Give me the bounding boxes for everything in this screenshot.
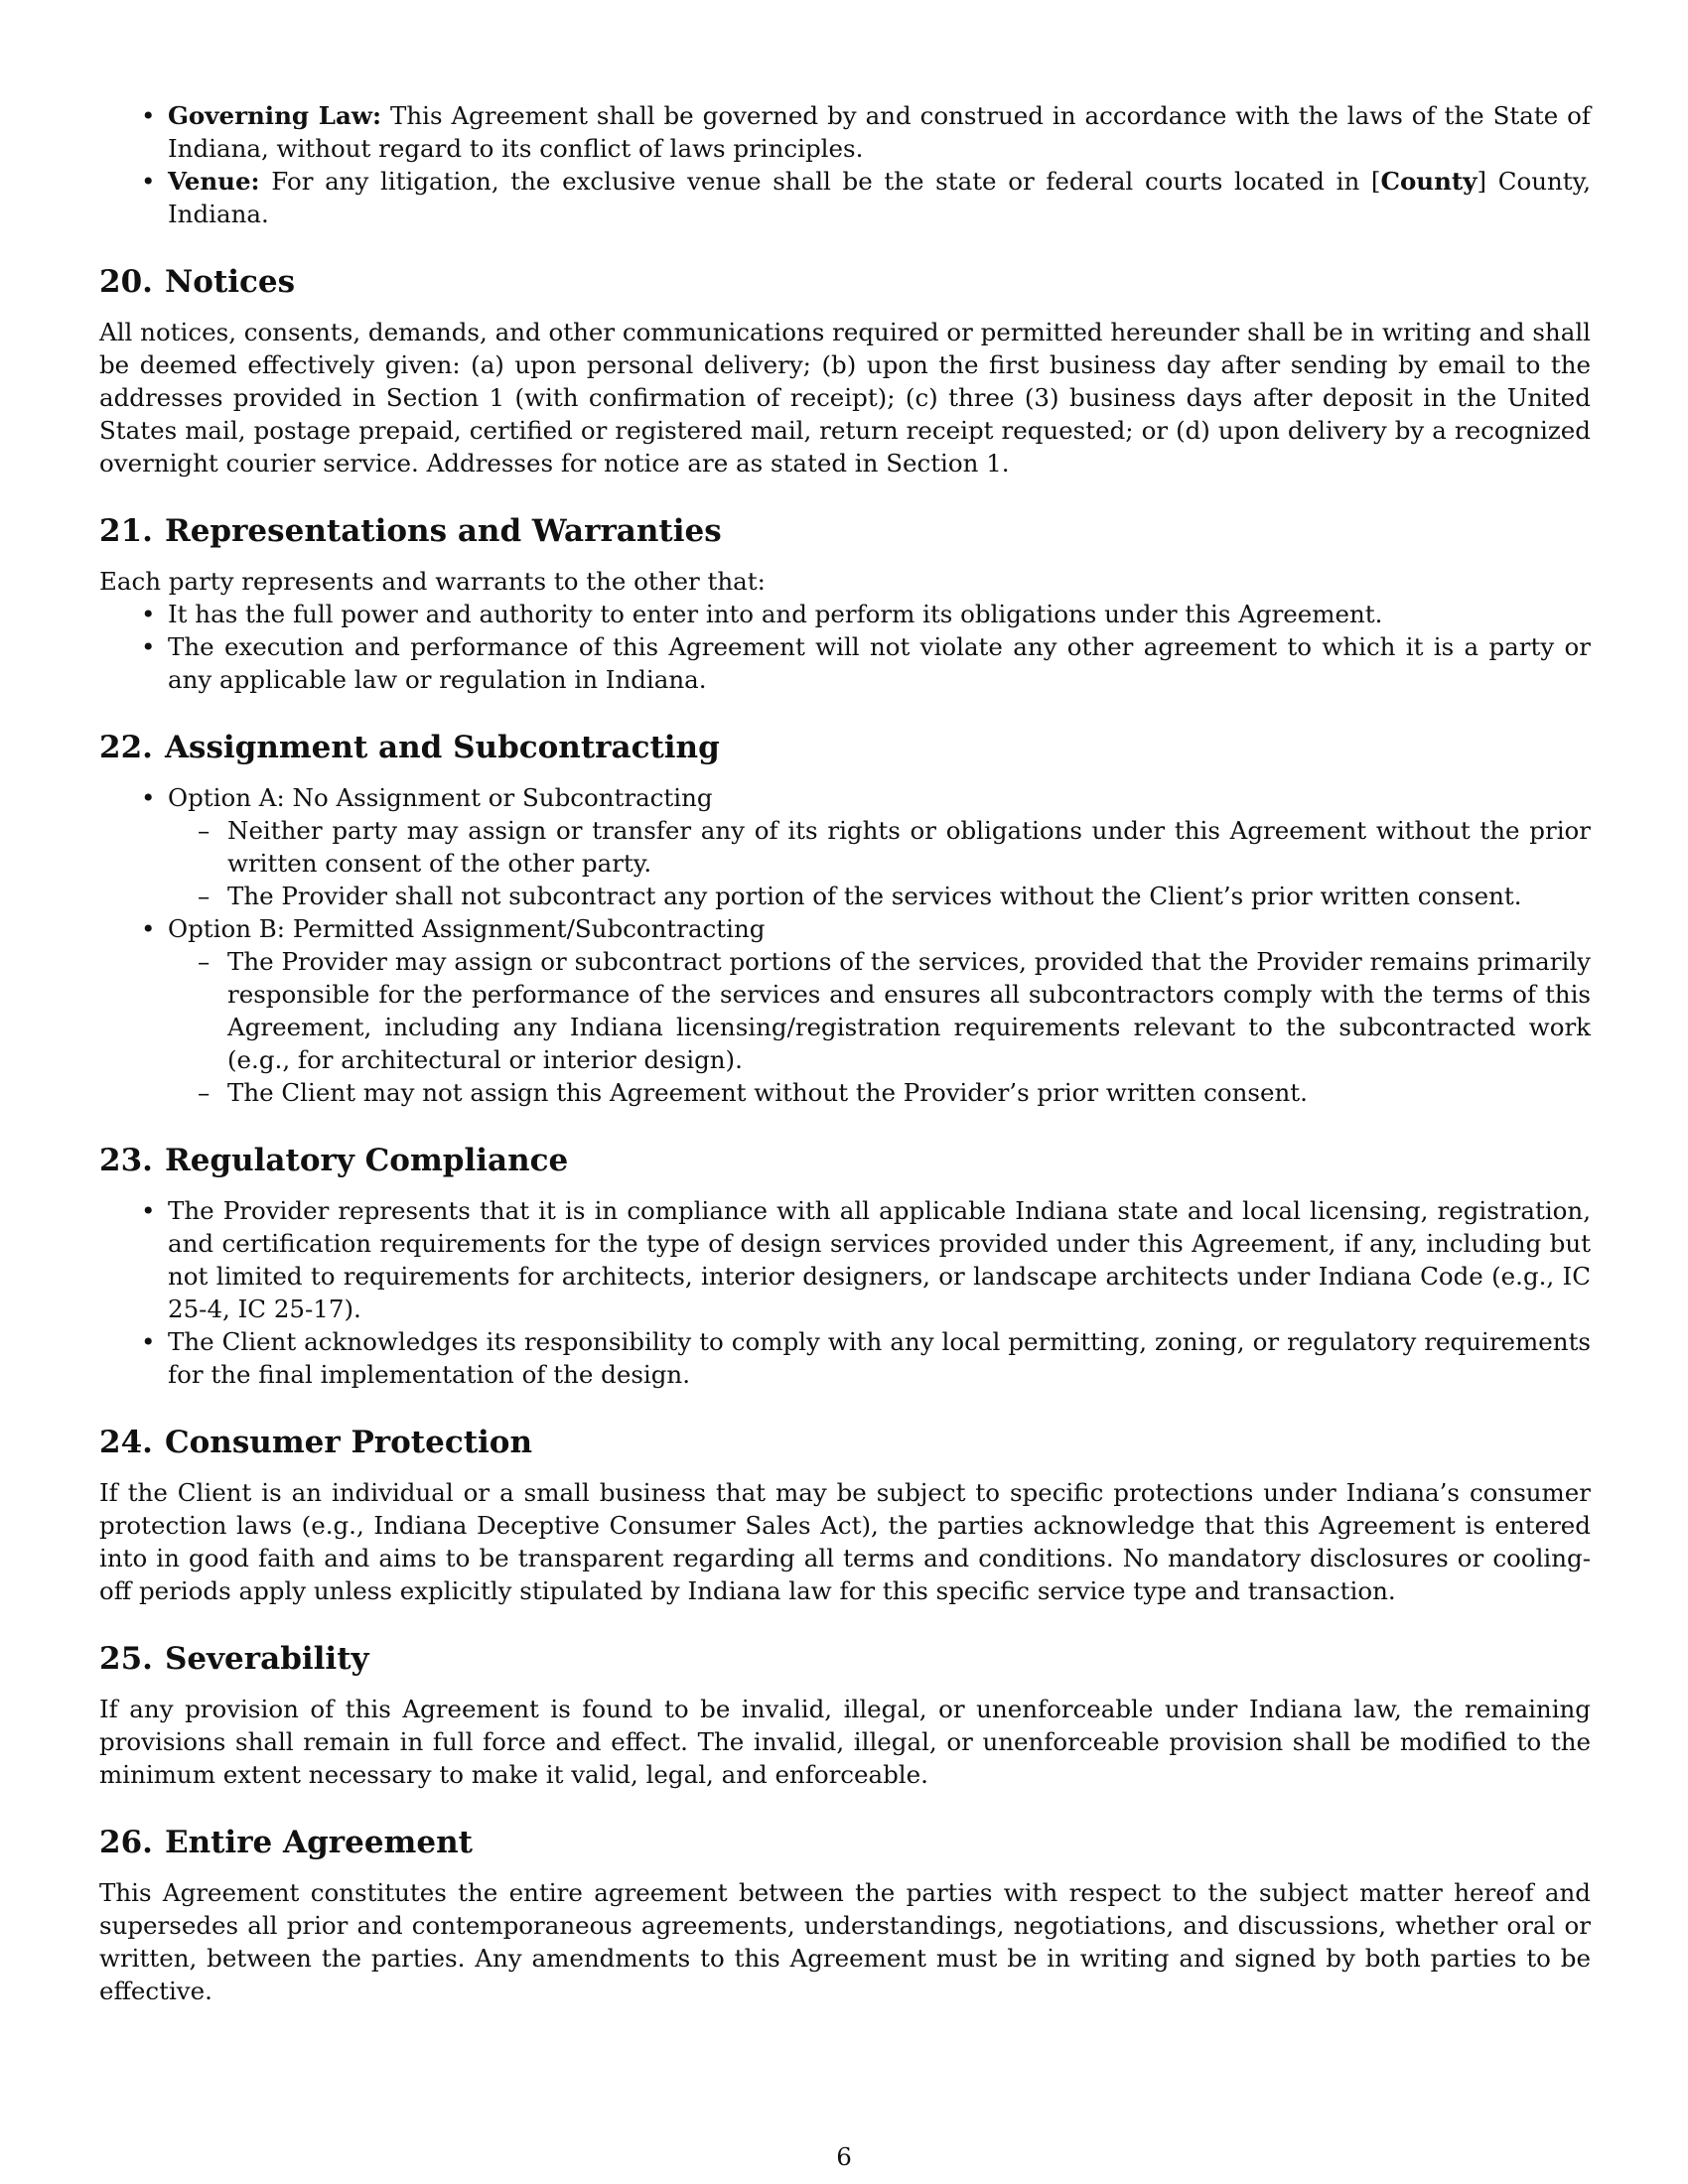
- option-a-sublist: [168, 814, 1591, 912]
- list-item: • The Provider represents that it is in compliance with all applicable Indiana state and local licensing, registration, and certification requirements for the type of design services provided under this Agreement, if any, including but not limited to requirements for architects, interior designers, or landscape architects under Indiana Code (e.g., IC 25-4, IC 25-17).: [99, 1194, 1591, 1325]
- section-title: Notices: [164, 264, 296, 300]
- county-placeholder: County: [1380, 167, 1477, 196]
- section-title: Entire Agreement: [164, 1825, 473, 1860]
- section-body: This Agreement constitutes the entire agreement between the parties with respect to the subject matter hereof and supersedes all prior and contemporaneous agreements, understandings, negotiations, and discussions, whether oral or written, between the parties. Any amendments to this Agreement must be in writing and signed by both parties to be effective.: [99, 1878, 1591, 2005]
- section-notices: [99, 262, 1591, 479]
- section-title: Consumer Protection: [164, 1425, 533, 1460]
- section-heading: [99, 1639, 1591, 1679]
- venue-text-after: ] County, Indiana.: [168, 167, 1592, 228]
- section-title: Representations and Warranties: [164, 513, 722, 549]
- list-item: • The execution and performance of this Agreement will not violate any other agreement to which it is a party or any applicable law or regulation in Indiana.: [99, 630, 1591, 696]
- sub-list-item: – The Client may not assign this Agreement without the Provider’s prior written consent.: [168, 1076, 1591, 1109]
- regulatory-list: [99, 1194, 1591, 1391]
- section-severability: [99, 1639, 1591, 1791]
- document-page: [99, 99, 1591, 2007]
- sub-list-item: – Neither party may assign or transfer any of its rights or obligations under this Agreement without the prior written consent of the other party.: [168, 814, 1591, 880]
- section-number: 22.: [99, 730, 153, 765]
- section-title: Assignment and Subcontracting: [164, 730, 720, 765]
- section-number: 25.: [99, 1641, 153, 1677]
- section-number: 20.: [99, 264, 153, 300]
- option-a-label: Option A: No Assignment or Subcontracting: [168, 783, 713, 812]
- venue-text-before: For any litigation, the exclusive venue shall be the state or federal courts located in [: [259, 167, 1381, 196]
- section-heading: [99, 1423, 1591, 1462]
- section-heading: [99, 511, 1591, 551]
- representations-list: [99, 598, 1591, 696]
- option-b-label: Option B: Permitted Assignment/Subcontracting: [168, 914, 766, 943]
- section-number: 24.: [99, 1425, 153, 1460]
- section-heading: [99, 728, 1591, 767]
- section-body: If any provision of this Agreement is found to be invalid, illegal, or unenforceable under Indiana law, the remaining provisions shall remain in full force and effect. The invalid, illegal, or unenforceable provision shall be modified to the minimum extent necessary to make it valid, legal, and enforceable.: [99, 1695, 1591, 1789]
- list-item: [99, 99, 1591, 165]
- section-title: Regulatory Compliance: [164, 1143, 569, 1178]
- section-heading: [99, 1141, 1591, 1180]
- section-representations: [99, 511, 1591, 696]
- page-number: 6: [836, 2142, 852, 2171]
- option-b-sublist: [168, 945, 1591, 1109]
- section-heading: [99, 262, 1591, 302]
- governing-law-list: [99, 99, 1591, 230]
- section-entire-agreement: [99, 1823, 1591, 2007]
- section-regulatory: [99, 1141, 1591, 1391]
- option-b-item: [99, 912, 1591, 1109]
- section-consumer-protection: [99, 1423, 1591, 1607]
- section-number: 23.: [99, 1143, 153, 1178]
- list-item: • It has the full power and authority to enter into and perform its obligations under this Agreement.: [99, 598, 1591, 630]
- list-item: • The Client acknowledges its responsibility to comply with any local permitting, zoning, or regulatory requirements for the final implementation of the design.: [99, 1325, 1591, 1391]
- section-body: All notices, consents, demands, and other communications required or permitted hereunder shall be in writing and shall be deemed effectively given: (a) upon personal delivery; (b) upon the first business day after sending by email to the addresses provided in Section 1 (with confirmation of receipt); (c) three (3) business days after deposit in the United States mail, postage prepaid, certified or registered mail, return receipt requested; or (d) upon delivery by a recognized overnight courier service. Addresses for notice are as stated in Section 1.: [99, 318, 1591, 478]
- option-a-item: [99, 781, 1591, 912]
- section-number: 21.: [99, 513, 153, 549]
- sub-list-item: – The Provider shall not subcontract any portion of the services without the Client’s prior written consent.: [168, 880, 1591, 912]
- section-heading: [99, 1823, 1591, 1862]
- section-title: Severability: [164, 1641, 369, 1677]
- governing-law-text: This Agreement shall be governed by and construed in accordance with the laws of the State of Indiana, without regard to its conflict of laws principles.: [168, 101, 1592, 163]
- sub-list-item: – The Provider may assign or subcontract portions of the services, provided that the Provider remains primarily responsible for the performance of the services and ensures all subcontractors comply with the terms of this Agreement, including any Indiana licensing/registration requirements relevant to the subcontracted work (e.g., for architectural or interior design).: [168, 945, 1591, 1076]
- governing-law-label: Governing Law:: [168, 101, 382, 130]
- section-body: If the Client is an individual or a small business that may be subject to specific protections under Indiana’s consumer protection laws (e.g., Indiana Deceptive Consumer Sales Act), the parties acknowledge that this Agreement is entered into in good faith and aims to be transparent regarding all terms and conditions. No mandatory disclosures or cooling-off periods apply unless explicitly stipulated by Indiana law for this specific service type and transaction.: [99, 1478, 1591, 1605]
- list-item: [99, 165, 1591, 230]
- section-assignment: [99, 728, 1591, 1109]
- venue-label: Venue:: [168, 167, 260, 196]
- assignment-options-list: [99, 781, 1591, 1109]
- section-intro: Each party represents and warrants to the other that:: [99, 567, 766, 596]
- section-number: 26.: [99, 1825, 153, 1860]
